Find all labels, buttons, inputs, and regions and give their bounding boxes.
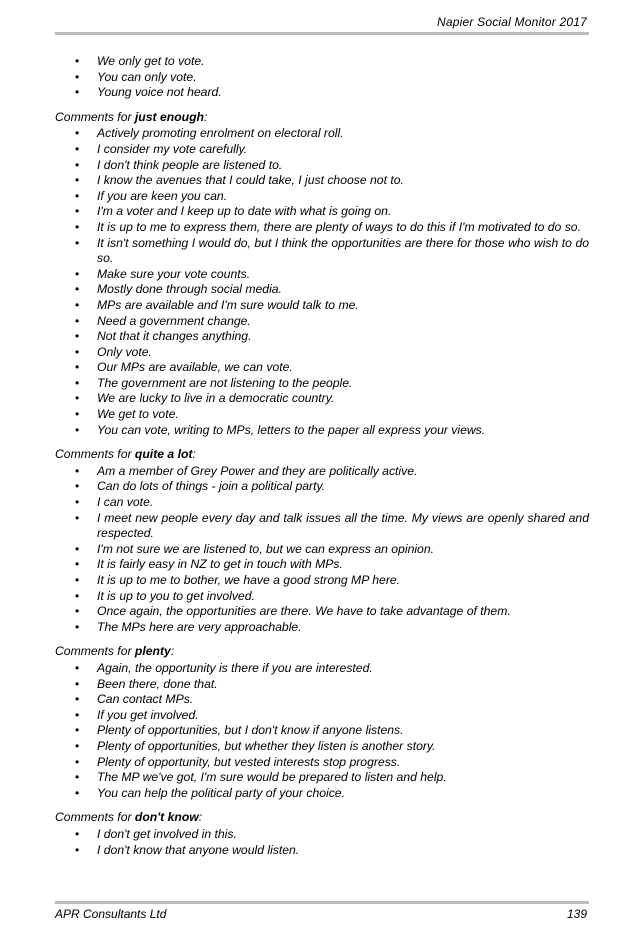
heading-prefix: Comments for — [55, 810, 135, 825]
list-item: • Young voice not heard. — [55, 85, 589, 101]
list-item: • It is up to you to get involved. — [55, 589, 589, 605]
heading-suffix: : — [192, 447, 196, 462]
list-item: • You can help the political party of your choice. — [55, 786, 589, 802]
list-item: • Plenty of opportunities, but whether they listen is another story. — [55, 739, 589, 755]
list-item: • If you are keen you can. — [55, 189, 589, 205]
section-heading-plenty — [55, 644, 589, 660]
heading-category: plenty — [134, 644, 171, 659]
list-item: • I'm not sure we are listened to, but we can express an opinion. — [55, 542, 589, 558]
list-item: • Need a government change. — [55, 314, 589, 330]
heading-prefix: Comments for — [55, 109, 135, 124]
heading-suffix: : — [198, 810, 203, 825]
list-item: • The government are not listening to the people. — [55, 376, 589, 392]
heading-category: don't know — [134, 810, 199, 825]
section-heading-just-enough — [55, 110, 589, 126]
section-heading-quite-a-lot — [55, 447, 589, 463]
list-item: • If you get involved. — [55, 708, 589, 724]
list-item: • I don't think people are listened to. — [55, 158, 589, 174]
list-item: • Plenty of opportunities, but I don't know if anyone listens. — [55, 723, 589, 739]
heading-category: quite a lot — [134, 447, 193, 462]
list-item: • I can vote. — [55, 495, 589, 511]
page-number: 139 — [566, 907, 587, 921]
list-item: • The MPs here are very approachable. — [55, 620, 589, 636]
list-item: • It is fairly easy in NZ to get in touch with MPs. — [55, 557, 589, 573]
comment-list-plenty — [55, 661, 589, 801]
heading-suffix: : — [170, 644, 175, 659]
list-item: • Only vote. — [55, 345, 589, 361]
comment-list-dont-know — [55, 827, 589, 858]
list-item: • It isn't something I would do, but I think the opportunities are there for those who wish to do so. — [55, 236, 589, 267]
list-item: • Not that it changes anything. — [55, 329, 589, 345]
list-item: • The MP we've got, I'm sure would be prepared to listen and help. — [55, 770, 589, 786]
list-item: • We are lucky to live in a democratic country. — [55, 391, 589, 407]
list-item: • You can vote, writing to MPs, letters to the paper all express your views. — [55, 423, 589, 439]
list-item: • We only get to vote. — [55, 54, 589, 70]
list-item: • Mostly done through social media. — [55, 282, 589, 298]
list-item: • Can do lots of things - join a political party. — [55, 479, 589, 495]
list-item: • Plenty of opportunity, but vested interests stop progress. — [55, 755, 589, 771]
intro-comment-list — [55, 54, 589, 101]
list-item: • Once again, the opportunities are there. We have to take advantage of them. — [55, 604, 589, 620]
list-item: • I consider my vote carefully. — [55, 142, 589, 158]
heading-prefix: Comments for — [55, 644, 135, 659]
page-footer — [55, 901, 589, 924]
footer-company: APR Consultants Ltd — [55, 907, 167, 921]
list-item: • I'm a voter and I keep up to date with what is going on. — [55, 204, 589, 220]
list-item: • MPs are available and I'm sure would talk to me. — [55, 298, 589, 314]
list-item: • You can only vote. — [55, 70, 589, 86]
list-item: • I don't know that anyone would listen. — [55, 843, 589, 859]
list-item: • Am a member of Grey Power and they are politically active. — [55, 464, 589, 480]
list-item: • I meet new people every day and talk issues all the time. My views are openly shared and respected. — [55, 511, 589, 542]
list-item: • Been there, done that. — [55, 677, 589, 693]
list-item: • I don't get involved in this. — [55, 827, 589, 843]
list-item: • Our MPs are available, we can vote. — [55, 360, 589, 376]
list-item: • It is up to me to express them, there are plenty of ways to do this if I'm motivated to do so. — [55, 220, 589, 236]
list-item: • We get to vote. — [55, 407, 589, 423]
list-item: • Make sure your vote counts. — [55, 267, 589, 283]
list-item: • It is up to me to bother, we have a good strong MP here. — [55, 573, 589, 589]
comment-list-just-enough — [55, 126, 589, 438]
heading-suffix: : — [203, 109, 208, 124]
page-header — [55, 15, 589, 35]
heading-category: just enough — [134, 109, 204, 124]
heading-prefix: Comments for — [55, 447, 135, 462]
list-item: • I know the avenues that I could take, I just choose not to. — [55, 173, 589, 189]
header-title: Napier Social Monitor 2017 — [437, 15, 587, 29]
page-content — [55, 54, 589, 858]
list-item: • Can contact MPs. — [55, 692, 589, 708]
section-heading-dont-know — [55, 810, 589, 826]
comment-list-quite-a-lot — [55, 464, 589, 636]
list-item: • Actively promoting enrolment on electoral roll. — [55, 126, 589, 142]
list-item: • Again, the opportunity is there if you are interested. — [55, 661, 589, 677]
